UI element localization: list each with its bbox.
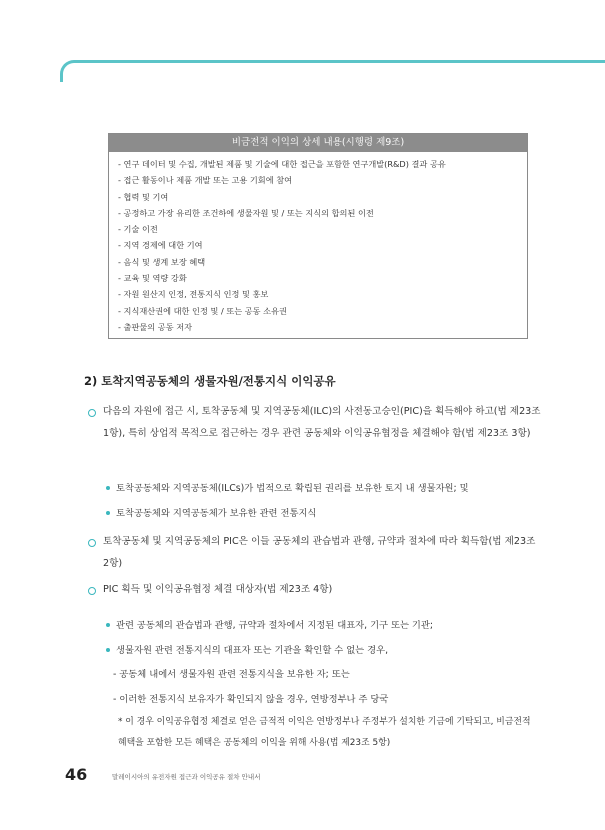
list-item: - 연구 데이터 및 수집, 개발된 제품 및 기술에 대한 접근을 포함한 연구개발(R&D) 결과 공유 — [118, 159, 446, 169]
circle-bullet-icon — [88, 587, 96, 595]
list-item: - 지역 경제에 대한 기여 — [118, 240, 203, 251]
dot-bullet-icon — [106, 623, 110, 627]
list-item: - 기술 이전 — [118, 224, 158, 235]
section-title: 2) 토착지역공동체의 생물자원/전통지식 이익공유 — [84, 374, 336, 388]
paragraph-3: PIC 획득 및 이익공유협정 체결 대상자(법 제23조 4항) — [103, 584, 333, 595]
dot-bullet-icon — [106, 486, 110, 490]
list-item: - 출판물의 공동 저자 — [118, 321, 193, 332]
list-item: - 교육 및 역량 강화 — [118, 273, 187, 284]
box-title: 비금전적 이익의 상세 내용(시행령 제9조) — [109, 134, 527, 152]
corner-decoration — [60, 60, 605, 82]
non-monetary-benefits-box — [108, 133, 528, 339]
page-number: 46 — [65, 765, 88, 784]
list-item: 토착공동체와 지역공동체(ILCs)가 법적으로 확립된 권리를 보유한 토지 내 생물자원; 및 — [106, 480, 469, 494]
list-item: 관련 공동체의 관습법과 관행, 규약과 절차에서 지정된 대표자, 기구 또는 기관; — [106, 617, 433, 631]
circle-bullet-icon — [88, 409, 96, 417]
dash-item: - 공동체 내에서 생물자원 관련 전통지식을 보유한 자; 또는 — [113, 669, 350, 680]
footnote: * 이 경우 이익공유협정 체결로 얻은 금적적 이익은 연방정부나 주정부가 설치한 기금에 기탁되고, 비금전적 혜택을 포함한 모든 혜택은 공동체의 이익을 위해 사용(법 제23조 5항) — [118, 717, 531, 748]
paragraph-2: 토착공동체 및 지역공동체의 PIC은 이들 공동체의 관습법과 관행, 규약과 절차에 따라 획득함(법 제23조 2항) — [103, 536, 536, 569]
dash-item: - 이러한 전통지식 보유자가 확인되지 않을 경우, 연방정부나 주 당국 — [113, 694, 389, 705]
list-item: - 접근 활동이나 제품 개발 또는 고용 기회에 참여 — [118, 175, 293, 186]
list-item: - 협력 및 기여 — [118, 191, 169, 202]
box-list — [109, 152, 527, 338]
paragraph-1: 다음의 자원에 접근 시, 토착공동체 및 지역공동체(ILC)의 사전동고승인(PIC)을 획득해야 하고(법 제23조 1항), 특히 상업적 목적으로 접근하는 경우 관련 공동체와 이익공유협정을 체결해야 함(법 제23조 3항) — [103, 406, 541, 439]
list-item: 생물자원 관련 전통지식의 대표자 또는 기관을 확인할 수 없는 경우, — [106, 642, 388, 656]
list-item: 토착공동체와 지역공동체가 보유한 관련 전통지식 — [106, 505, 316, 519]
list-item: - 공정하고 가장 유리한 조건하에 생물자원 및 / 또는 지식의 합의된 이전 — [118, 207, 374, 218]
list-item: - 자원 원산지 인정, 전통지식 인정 및 홍보 — [118, 289, 269, 300]
dot-bullet-icon — [106, 648, 110, 652]
footer-title: 말레이시아의 유전자원 접근과 이익공유 절차 안내서 — [112, 773, 261, 781]
list-item: - 음식 및 생계 보장 혜택 — [118, 256, 206, 267]
dot-bullet-icon — [106, 511, 110, 515]
list-item: - 지식재산권에 대한 인정 및 / 또는 공동 소유권 — [118, 305, 287, 316]
circle-bullet-icon — [88, 539, 96, 547]
